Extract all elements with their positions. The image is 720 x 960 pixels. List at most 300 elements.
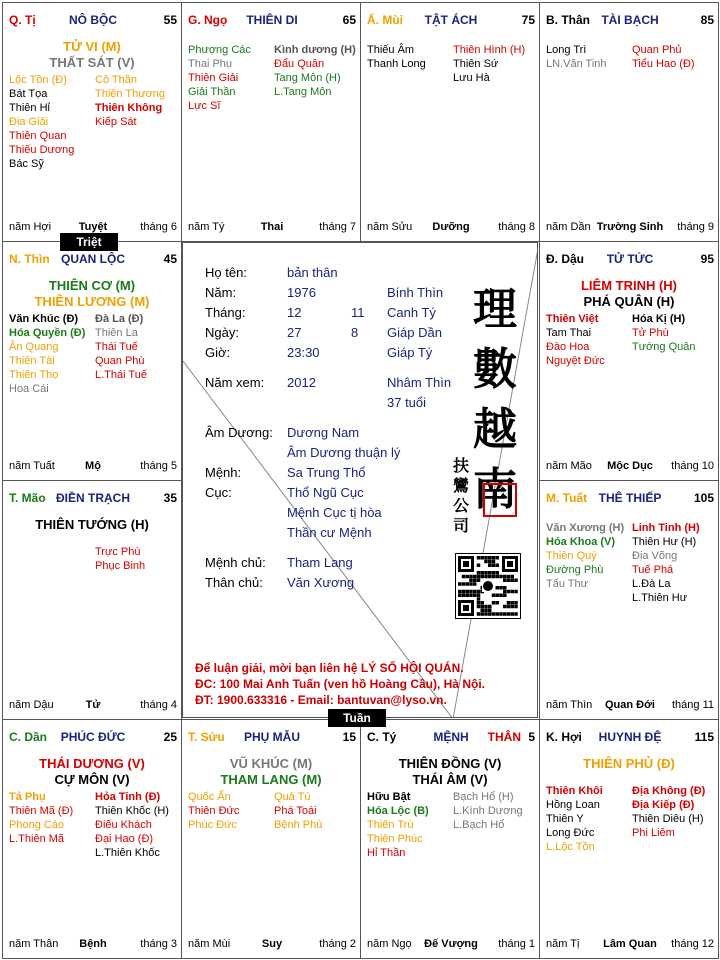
star: Kình dương (H) [274, 44, 356, 56]
star: Thiên Diêu (H) [632, 813, 704, 825]
star: Lưu Hà [453, 72, 490, 84]
minor-stars-left [546, 312, 605, 368]
main-star: CỰ MÔN (V) [54, 772, 130, 787]
star: Hoa Cái [9, 383, 49, 395]
star: Linh Tinh (H) [632, 522, 700, 534]
palace-dau[interactable] [539, 241, 719, 481]
qr-module [481, 556, 485, 560]
star: Thiên Không [95, 102, 163, 114]
qr-module [484, 605, 488, 609]
minor-stars-right [632, 43, 695, 71]
value-name: bản thân [287, 265, 338, 280]
palace-stage: Đế Vượng [424, 938, 478, 950]
star: Bệnh Phù [274, 819, 323, 831]
qr-module [499, 586, 503, 590]
star: Địa Không (Đ) [632, 785, 706, 797]
minor-stars-right [632, 312, 696, 354]
contact-line-2: ĐC: 100 Mai Anh Tuấn (ven hồ Hoàng Cầu), Hà Nội. [195, 677, 486, 691]
value-hour: 23:30 [287, 345, 320, 360]
qr-module [488, 609, 492, 613]
qr-module [462, 594, 466, 598]
palace-footer [9, 699, 177, 713]
palace-branch: N. Thìn [9, 252, 50, 266]
star: Thiên Giải [188, 72, 239, 84]
palace-age: 55 [163, 13, 177, 27]
star: Đường Phù [546, 564, 604, 576]
star: Hóa Lộc (B) [367, 805, 429, 817]
qr-module [511, 590, 515, 594]
palace-month: tháng 12 [671, 938, 714, 950]
main-star: THIÊN LƯƠNG (M) [34, 294, 150, 309]
palace-branch: C. Tý [367, 730, 397, 744]
value-lunar-day: 8 [351, 325, 359, 340]
qr-module [463, 561, 469, 567]
minor-stars-left [9, 73, 74, 171]
qr-module [503, 586, 507, 590]
star: Ân Quang [9, 341, 59, 353]
qr-code [455, 553, 521, 619]
palace-name: PHỤ MẪU [244, 730, 300, 744]
qr-module [481, 609, 485, 613]
palace-year: năm Thìn [546, 699, 593, 711]
star: Điếu Khách [95, 819, 152, 831]
minor-stars-right [274, 790, 322, 832]
star: Thiên Việt [546, 313, 599, 325]
palace-name: QUAN LỘC [61, 252, 125, 266]
star: Tam Thai [546, 327, 592, 339]
palace-stage: Quan Đới [605, 699, 655, 711]
palace-header [9, 730, 177, 746]
value-view-year-stem: Nhâm Thìn [387, 375, 452, 390]
minor-stars-left [367, 790, 429, 860]
qr-module [492, 564, 496, 568]
palace-stage: Bệnh [79, 938, 107, 950]
label-name: Họ tên: [205, 265, 247, 280]
star: Văn Khúc (Đ) [9, 313, 79, 325]
minor-stars-right [453, 790, 523, 832]
palace-mao[interactable] [2, 480, 182, 720]
seal-char: 公 [453, 496, 470, 515]
star: Quốc Ấn [188, 791, 231, 803]
qr-module [466, 594, 470, 598]
qr-module [511, 575, 515, 579]
value-age: 37 tuổi [387, 395, 427, 410]
seal-char: 司 [453, 516, 470, 535]
star: Thiên La [95, 327, 138, 339]
star: Đẩu Quân [274, 58, 325, 70]
qr-module [488, 564, 492, 568]
star: Bạch Hổ (H) [453, 791, 514, 803]
minor-stars-left [546, 43, 607, 71]
palace-thin[interactable] [2, 241, 182, 481]
star: Tấu Thư [546, 578, 589, 590]
value-view-year: 2012 [287, 375, 316, 390]
main-star: THIÊN PHỦ (Đ) [583, 756, 675, 771]
palace-branch: C. Dần [9, 730, 48, 744]
palace-year: năm Tị [546, 938, 580, 950]
star: Đại Hao (Đ) [95, 833, 154, 845]
qr-module [477, 605, 481, 609]
qr-module [469, 594, 473, 598]
qr-module [499, 575, 503, 579]
star: Phong Cáo [9, 819, 65, 831]
star: Trực Phù [95, 546, 141, 558]
main-star: THIÊN ĐỒNG (V) [398, 756, 502, 771]
star: Phượng Các [188, 44, 251, 56]
star: Thiên Hư (H) [632, 536, 697, 548]
star: Thiên Phúc [367, 833, 423, 845]
calligraphy-char: 理 [473, 284, 517, 335]
palace-header [188, 730, 356, 746]
main-star: VŨ KHÚC (M) [229, 756, 313, 771]
star: Thiên Thương [95, 88, 166, 100]
palace-header [546, 252, 714, 268]
palace-than[interactable] [539, 2, 719, 242]
qr-module [492, 571, 496, 575]
palace-month: tháng 3 [140, 938, 177, 950]
qr-module [484, 612, 488, 616]
qr-module [492, 556, 496, 560]
qr-module [466, 590, 470, 594]
qr-module [469, 582, 473, 586]
qr-module [458, 590, 462, 594]
palace-age: 5 [528, 730, 535, 744]
value-lunar-month: 11 [351, 305, 365, 320]
palace-stage: Mộ [85, 460, 101, 472]
value-destiny-master: Tham Lang [287, 555, 353, 570]
qr-module [484, 556, 488, 560]
palace-branch: Q. Tị [9, 13, 36, 27]
value-year: 1976 [287, 285, 316, 300]
star: Quan Phù [95, 355, 145, 367]
palace-year: năm Mão [546, 460, 592, 472]
minor-stars-right [95, 312, 147, 382]
star: Thanh Long [367, 58, 426, 70]
palace-stage: Trường Sinh [596, 221, 664, 233]
qr-module [514, 601, 518, 605]
body-palace-marker: THÂN [487, 730, 521, 744]
qr-module [511, 579, 515, 583]
star: Thiên Quan [9, 130, 67, 142]
qr-module [477, 612, 481, 616]
value-yin-yang-2: Âm Dương thuận lý [287, 445, 401, 460]
palace-year: năm Dần [546, 221, 591, 233]
qr-module [481, 575, 485, 579]
palace-name: HUYNH ĐỆ [598, 730, 662, 744]
minor-stars-right [274, 43, 356, 99]
qr-module [488, 560, 492, 564]
qr-module [499, 612, 503, 616]
label-month: Tháng: [205, 305, 246, 320]
palace-footer [546, 938, 714, 952]
palace-month: tháng 2 [319, 938, 356, 950]
palace-stage: Lâm Quan [603, 938, 657, 950]
label-day: Ngày: [205, 325, 239, 340]
palace-name: TỬ TỨC [606, 252, 654, 266]
star: Thái Tuế [95, 341, 138, 353]
palace-header [367, 13, 535, 29]
qr-module [484, 575, 488, 579]
palace-footer [367, 221, 535, 235]
star: Phúc Đức [188, 819, 237, 831]
palace-branch: K. Hợi [546, 730, 582, 744]
triet-marker: Triệt [60, 233, 118, 251]
palace-branch: B. Thân [546, 13, 590, 27]
star: Phục Binh [95, 560, 146, 572]
star: Tử Phù [632, 327, 669, 339]
qr-module [507, 601, 511, 605]
qr-module [514, 605, 518, 609]
palace-age: 35 [163, 491, 177, 505]
palace-month: tháng 8 [498, 221, 535, 233]
value-destiny: Sa Trung Thổ [287, 465, 366, 480]
qr-module [503, 579, 507, 583]
label-hour: Giờ: [205, 345, 231, 360]
minor-stars-right [95, 73, 165, 129]
qr-module [473, 594, 477, 598]
qr-module [477, 579, 481, 583]
qr-module [496, 601, 500, 605]
qr-module [507, 612, 511, 616]
main-star: LIÊM TRINH (H) [580, 278, 678, 293]
qr-module [492, 594, 496, 598]
star: Phi Liêm [632, 827, 675, 839]
qr-module [496, 612, 500, 616]
palace-year: năm Tuất [9, 460, 55, 472]
palace-age: 65 [342, 13, 356, 27]
center-info-panel [182, 242, 538, 718]
star: Thiên Khôi [546, 785, 603, 797]
palace-header [188, 13, 356, 29]
star: Đà La (Đ) [95, 313, 144, 325]
seal-char: 扶 [453, 456, 470, 475]
qr-module [507, 561, 513, 567]
label-view-year: Năm xem: [205, 375, 265, 390]
palace-footer [546, 699, 714, 713]
palace-stage: Mộc Dục [607, 460, 653, 472]
palace-name: ĐIỀN TRẠCH [56, 491, 130, 505]
qr-module [484, 571, 488, 575]
star: Hóa Kị (H) [632, 313, 686, 325]
palace-age: 15 [342, 730, 356, 744]
qr-module [488, 605, 492, 609]
star: L.Thái Tuế [95, 369, 147, 381]
palace-year: năm Hợi [9, 221, 52, 233]
star: Cô Thần [95, 74, 137, 86]
value-cuc: Thổ Ngũ Cục [287, 485, 364, 500]
contact-line-1: Để luận giải, mời bạn liên hệ LÝ SỐ HỘI QUÁN. [195, 661, 464, 675]
star: Thiên Sứ [453, 58, 499, 70]
qr-module [503, 594, 507, 598]
palace-branch: M. Tuất [546, 491, 588, 505]
star: Tả Phụ [9, 791, 46, 803]
star: Tuế Phá [632, 564, 674, 576]
palace-age: 25 [163, 730, 177, 744]
star: Tang Môn (H) [274, 72, 341, 84]
palace-header [546, 13, 714, 29]
qr-module [488, 612, 492, 616]
value-month: 12 [287, 305, 302, 320]
palace-month: tháng 9 [677, 221, 714, 233]
tuan-marker: Tuần [328, 709, 386, 727]
palace-mui[interactable] [360, 2, 540, 242]
palace-ngo[interactable] [181, 2, 361, 242]
palace-tuat[interactable] [539, 480, 719, 720]
star: Hỉ Thần [367, 847, 406, 859]
palace-branch: G. Ngọ [188, 13, 228, 27]
qr-module [477, 575, 481, 579]
palace-year: năm Thân [9, 938, 59, 950]
main-star: THIÊN TƯỚNG (H) [35, 517, 149, 532]
star: Thiên Mã (Đ) [9, 805, 74, 817]
palace-stage: Suy [261, 938, 283, 950]
qr-module [477, 594, 481, 598]
main-star: PHÁ QUÂN (H) [583, 294, 675, 309]
qr-module [481, 605, 485, 609]
star: Thiếu Dương [9, 144, 75, 156]
palace-name: PHÚC ĐỨC [60, 730, 126, 744]
qr-module [462, 590, 466, 594]
seal-char: 鸞 [453, 476, 470, 495]
horoscope-chart [2, 2, 718, 958]
qr-module [511, 612, 515, 616]
value-cuc-3: Thần cư Mệnh [287, 525, 372, 540]
qr-module [496, 556, 500, 560]
palace-name: THIÊN DI [246, 13, 298, 27]
value-month-stem: Canh Tý [387, 305, 436, 320]
star: Lực Sĩ [188, 100, 221, 112]
palace-year: năm Tý [188, 221, 225, 233]
palace-branch: Ấ. Mùi [367, 13, 403, 27]
palace-age: 85 [700, 13, 714, 27]
palace-name: MỆNH [433, 730, 469, 744]
palace-footer [9, 460, 177, 474]
qr-module [503, 605, 507, 609]
qr-module [507, 575, 511, 579]
qr-module [477, 564, 481, 568]
palace-footer [546, 460, 714, 474]
palace-year: năm Sửu [367, 221, 413, 233]
star: Quả Tú [274, 791, 311, 803]
qr-module [514, 612, 518, 616]
star: Lộc Tồn (Đ) [9, 74, 67, 86]
star: Long Trì [546, 44, 587, 56]
palace-stage: Tử [85, 699, 101, 711]
minor-stars-left [9, 790, 73, 846]
star: Địa Giải [9, 116, 49, 128]
qr-module [469, 575, 473, 579]
minor-stars-right [632, 521, 700, 605]
palace-branch: T. Sửu [188, 730, 225, 744]
minor-stars-right [95, 790, 169, 860]
palace-ti[interactable] [2, 2, 182, 242]
qr-module [488, 571, 492, 575]
palace-name: TẬT ÁCH [424, 13, 478, 27]
palace-footer [546, 221, 714, 235]
minor-stars-left [546, 784, 603, 854]
qr-module [477, 601, 481, 605]
label-yin-yang: Âm Dương: [205, 425, 273, 440]
star: Hồng Loan [546, 799, 600, 811]
star: Thiên Khốc (H) [95, 805, 169, 817]
minor-stars-left [546, 521, 624, 591]
minor-stars-left [188, 790, 239, 832]
minor-stars-right [95, 545, 145, 573]
qr-module [462, 575, 466, 579]
value-body-master: Văn Xương [287, 575, 355, 590]
star: L.Lộc Tồn [546, 841, 595, 853]
palace-dan[interactable] [2, 719, 182, 959]
star: Thiên Quý [546, 550, 597, 562]
label-body-master: Thân chủ: [205, 575, 263, 590]
palace-hoi[interactable] [539, 719, 719, 959]
star: Tiểu Hao (Đ) [632, 58, 695, 70]
star: L.Tang Môn [274, 86, 332, 98]
label-cuc: Cục: [205, 485, 232, 500]
star: Long Đức [546, 827, 595, 839]
qr-module [492, 560, 496, 564]
star: L.Thiên Hư [632, 592, 688, 604]
palace-ty[interactable] [360, 719, 540, 959]
qr-module [481, 601, 485, 605]
qr-module [466, 575, 470, 579]
star: Thiên Đức [188, 805, 240, 817]
star: Quan Phủ [632, 44, 682, 56]
label-year: Năm: [205, 285, 237, 300]
star: Thiên Thọ [9, 369, 59, 381]
star: Bác Sỹ [9, 158, 44, 170]
palace-year: năm Ngọ [367, 938, 412, 950]
minor-stars-left [9, 312, 85, 396]
palace-footer [188, 221, 356, 235]
star: Nguyệt Đức [546, 355, 605, 367]
star: Thiên Trù [367, 819, 414, 831]
value-day-stem: Giáp Dần [387, 325, 442, 340]
star: L.Kình Dương [453, 805, 523, 817]
main-star: THÁI ÂM (V) [412, 772, 488, 787]
label-destiny: Mệnh: [205, 465, 242, 480]
value-cuc-2: Mệnh Cục tị hòa [287, 505, 382, 520]
palace-year: năm Mùi [188, 938, 231, 950]
value-yin-yang: Dương Nam [287, 425, 360, 440]
palace-branch: Đ. Dậu [546, 252, 585, 266]
palace-header [9, 252, 177, 268]
qr-module [514, 579, 518, 583]
palace-month: tháng 10 [671, 460, 714, 472]
palace-suu[interactable] [181, 719, 361, 959]
qr-module [477, 556, 481, 560]
qr-module [492, 601, 496, 605]
star: L.Bạch Hổ [453, 819, 505, 831]
qr-module [514, 590, 518, 594]
palace-stage: Dưỡng [432, 221, 470, 233]
qr-module [488, 575, 492, 579]
palace-name: TÀI BẠCH [601, 13, 659, 27]
minor-stars-right [453, 43, 525, 85]
qr-module [503, 612, 507, 616]
qr-module [473, 590, 477, 594]
main-star: THẤT SÁT (V) [49, 55, 135, 70]
qr-module [458, 594, 462, 598]
qr-module [492, 575, 496, 579]
main-star: THIÊN CƠ (M) [48, 278, 136, 293]
qr-module [507, 605, 511, 609]
value-year-stem: Bính Thìn [387, 285, 444, 300]
qr-module [473, 579, 477, 583]
palace-branch: T. Mão [9, 491, 46, 505]
qr-logo [483, 581, 493, 591]
star: Thiên Tài [9, 355, 55, 367]
